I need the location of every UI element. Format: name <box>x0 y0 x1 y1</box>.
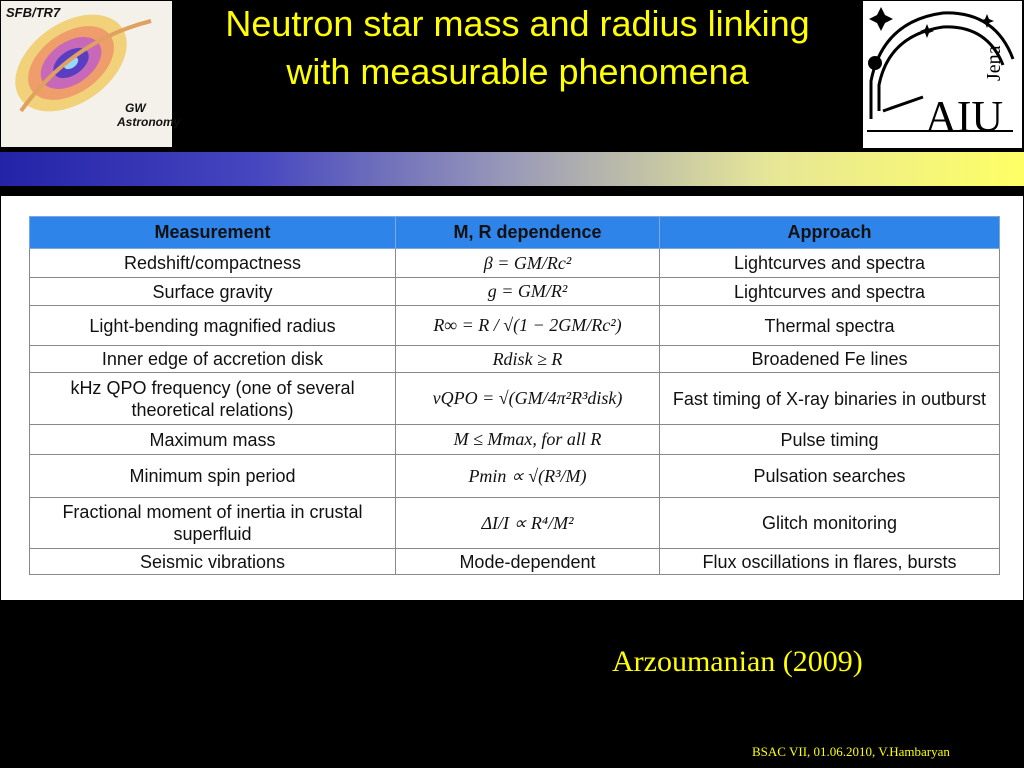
cell-approach: Pulse timing <box>660 425 1000 455</box>
header-dependence: M, R dependence <box>396 217 660 249</box>
table-row <box>30 278 1000 306</box>
cell-approach: Pulsation searches <box>660 455 1000 498</box>
cell-dependence: Mode-dependent <box>396 549 660 575</box>
table-row <box>30 373 1000 425</box>
sfb-gw-astronomy-logo <box>1 1 181 147</box>
cell-measurement: Light-bending magnified radius <box>30 306 396 346</box>
title-gradient-band <box>0 152 1024 186</box>
cell-dependence: M ≤ Mmax, for all R <box>396 425 660 455</box>
cell-measurement: Seismic vibrations <box>30 549 396 575</box>
cell-measurement: Fractional moment of inertia in crustal superfluid <box>30 498 396 549</box>
cell-measurement: Redshift/compactness <box>30 249 396 278</box>
slide-title: Neutron star mass and radius linking with measurable phenomena <box>225 3 810 92</box>
logo-aiu-text: AIU <box>925 92 1004 141</box>
table-panel <box>1 196 1023 600</box>
cell-measurement: Minimum spin period <box>30 455 396 498</box>
cell-dependence: β = GM/Rc² <box>396 249 660 278</box>
cell-measurement: Maximum mass <box>30 425 396 455</box>
cell-dependence: R∞ = R / √(1 − 2GM/Rc²) <box>396 306 660 346</box>
cell-dependence: g = GM/R² <box>396 278 660 306</box>
table-row <box>30 549 1000 575</box>
cell-approach: Lightcurves and spectra <box>660 278 1000 306</box>
logo-jena-text: Jena <box>983 45 1005 81</box>
cell-dependence: Pmin ∝ √(R³/M) <box>396 455 660 498</box>
source-citation: Arzoumanian (2009) <box>612 645 863 678</box>
cell-dependence: νQPO = √(GM/4π²R³disk) <box>396 373 660 425</box>
header-approach: Approach <box>660 217 1000 249</box>
header-measurement: Measurement <box>30 217 396 249</box>
table-row <box>30 249 1000 278</box>
cell-measurement: Surface gravity <box>30 278 396 306</box>
cell-measurement: Inner edge of accretion disk <box>30 346 396 373</box>
cell-approach: Lightcurves and spectra <box>660 249 1000 278</box>
slide-footer: BSAC VII, 01.06.2010, V.Hambaryan <box>752 744 950 759</box>
cell-approach: Fast timing of X-ray binaries in outburst <box>660 373 1000 425</box>
table-header-row <box>30 217 1000 249</box>
measurement-table <box>29 216 1000 575</box>
cell-measurement: kHz QPO frequency (one of several theoretical relations) <box>30 373 396 425</box>
table-row <box>30 306 1000 346</box>
cell-dependence: ΔI/I ∝ R⁴/M² <box>396 498 660 549</box>
logo-label-top: SFB/TR7 <box>6 5 61 20</box>
cell-approach: Thermal spectra <box>660 306 1000 346</box>
table-row <box>30 498 1000 549</box>
table-row <box>30 346 1000 373</box>
table-row <box>30 425 1000 455</box>
table-row <box>30 455 1000 498</box>
cell-approach: Flux oscillations in flares, bursts <box>660 549 1000 575</box>
logo-label-gw: GW <box>125 101 146 115</box>
logo-label-astronomy: Astronomy <box>117 115 181 129</box>
cell-approach: Broadened Fe lines <box>660 346 1000 373</box>
cell-dependence: Rdisk ≥ R <box>396 346 660 373</box>
logo-label-bottom <box>117 101 180 129</box>
cell-approach: Glitch monitoring <box>660 498 1000 549</box>
aiu-jena-logo <box>863 1 1022 148</box>
